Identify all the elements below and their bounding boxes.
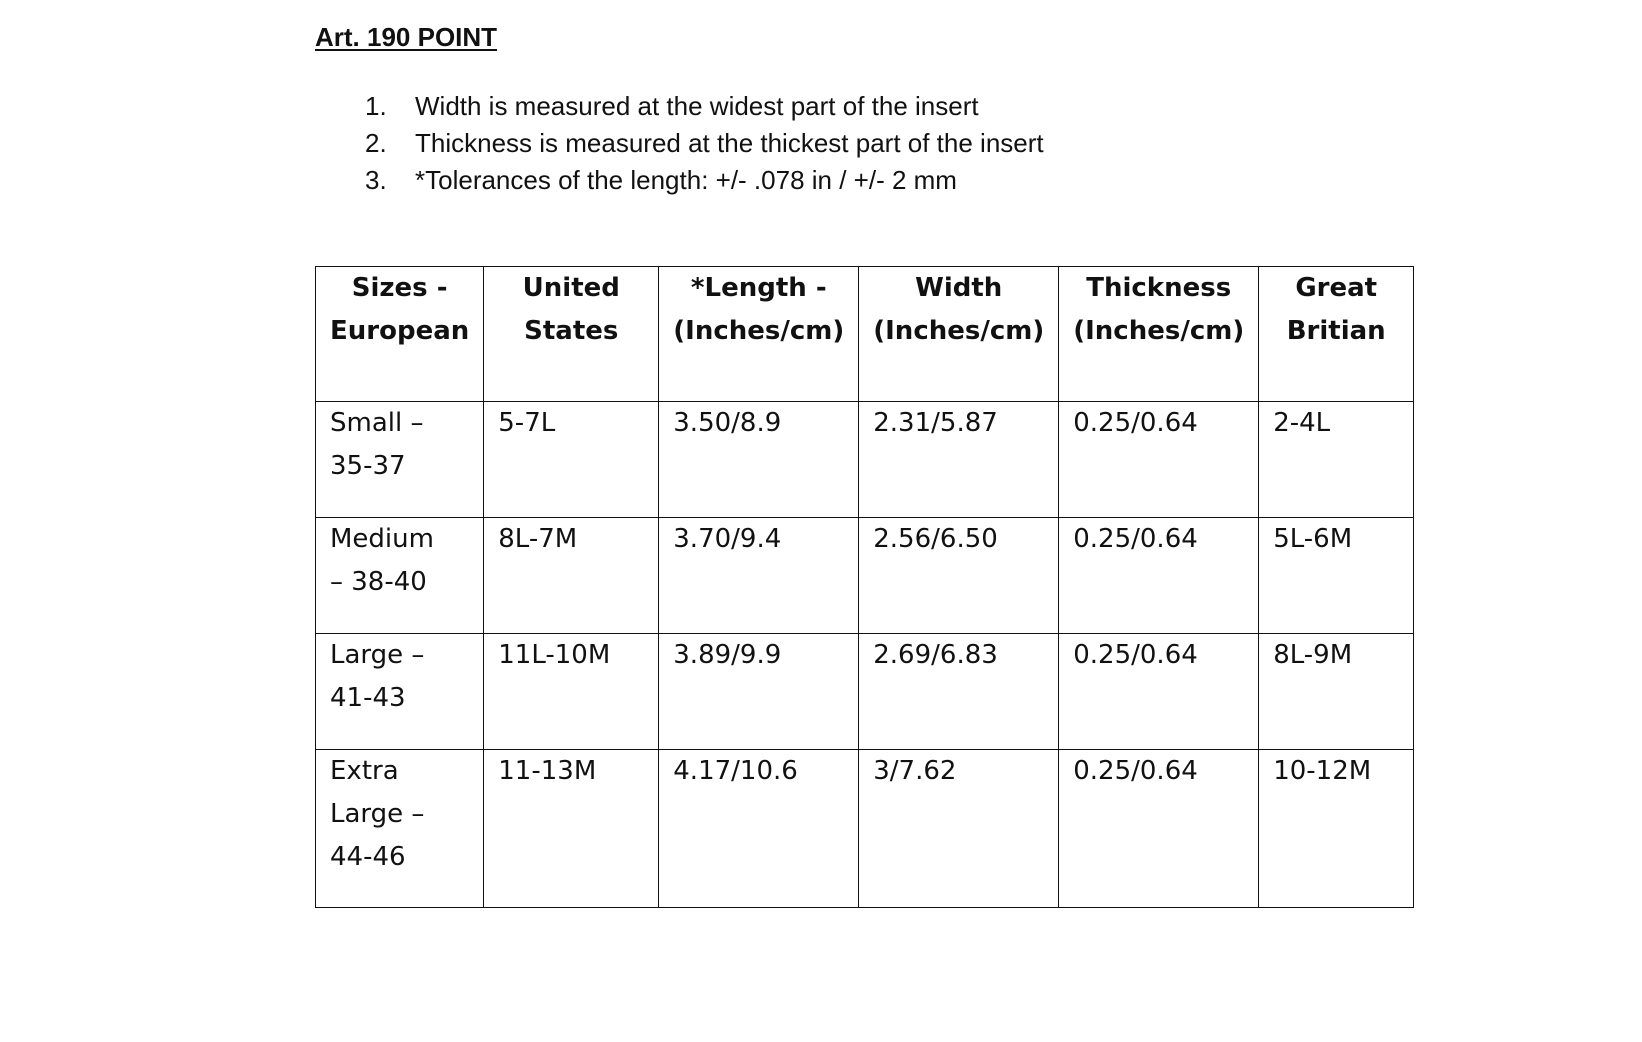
- header-label: Great Britian: [1286, 273, 1386, 346]
- table-cell: [1259, 634, 1414, 750]
- table-row: [316, 402, 1414, 518]
- cell-text: 2.69/6.83: [873, 640, 998, 670]
- cell-text: 5L-6M: [1273, 524, 1353, 554]
- document-title: Art. 190 POINT: [315, 22, 498, 52]
- cell-text: 2.56/6.50: [873, 524, 998, 554]
- table-cell: [316, 750, 484, 908]
- table-cell: [859, 750, 1059, 908]
- header-width: [859, 267, 1059, 402]
- cell-text: 0.25/0.64: [1073, 640, 1198, 670]
- notes-list: [365, 88, 1044, 199]
- cell-text: Large – 41-43: [330, 640, 425, 713]
- table-cell: [1059, 634, 1259, 750]
- table-cell: [316, 634, 484, 750]
- header-label: Thickness (Inches/cm): [1073, 273, 1245, 346]
- cell-text: Small – 35-37: [330, 408, 424, 481]
- table-cell: [1259, 402, 1414, 518]
- note-text: *Tolerances of the length: +/- .078 in / +/- 2 mm: [415, 165, 957, 195]
- note-number: 3.: [365, 165, 387, 195]
- table-cell: [859, 402, 1059, 518]
- cell-text: 0.25/0.64: [1073, 756, 1198, 786]
- cell-text: 3.89/9.9: [673, 640, 782, 670]
- note-text: Thickness is measured at the thickest part of the insert: [415, 128, 1044, 158]
- size-table: [315, 266, 1414, 908]
- header-sizes-european: [316, 267, 484, 402]
- table-row: [316, 634, 1414, 750]
- header-label: United States: [522, 273, 620, 346]
- table-cell: [1059, 750, 1259, 908]
- table-cell: [859, 634, 1059, 750]
- note-item: [365, 125, 1044, 162]
- header-thickness: [1059, 267, 1259, 402]
- header-great-britain: [1259, 267, 1414, 402]
- cell-text: 5-7L: [498, 408, 556, 438]
- cell-text: 3.70/9.4: [673, 524, 782, 554]
- table-cell: [484, 518, 659, 634]
- header-label: *Length - (Inches/cm): [673, 273, 845, 346]
- header-length: [659, 267, 859, 402]
- table-cell: [1059, 402, 1259, 518]
- table-cell: [484, 750, 659, 908]
- note-number: 2.: [365, 128, 387, 158]
- table-row: [316, 750, 1414, 908]
- table-cell: [659, 518, 859, 634]
- table-cell: [316, 402, 484, 518]
- table-cell: [1259, 750, 1414, 908]
- cell-text: Extra Large – 44-46: [330, 756, 425, 872]
- cell-text: 11-13M: [498, 756, 597, 786]
- table-cell: [316, 518, 484, 634]
- cell-text: 10-12M: [1273, 756, 1372, 786]
- table-header-row: [316, 267, 1414, 402]
- cell-text: 11L-10M: [498, 640, 611, 670]
- note-number: 1.: [365, 91, 387, 121]
- cell-text: Medium – 38-40: [330, 524, 434, 597]
- note-item: [365, 88, 1044, 125]
- table-cell: [1259, 518, 1414, 634]
- cell-text: 3.50/8.9: [673, 408, 782, 438]
- note-item: [365, 162, 1044, 199]
- cell-text: 4.17/10.6: [673, 756, 798, 786]
- table-cell: [484, 634, 659, 750]
- cell-text: 3/7.62: [873, 756, 957, 786]
- table-cell: [659, 402, 859, 518]
- header-label: Width (Inches/cm): [873, 273, 1045, 346]
- table-cell: [1059, 518, 1259, 634]
- cell-text: 8L-9M: [1273, 640, 1353, 670]
- table-cell: [659, 634, 859, 750]
- header-label: Sizes - European: [330, 273, 470, 346]
- cell-text: 0.25/0.64: [1073, 524, 1198, 554]
- cell-text: 8L-7M: [498, 524, 578, 554]
- header-united-states: [484, 267, 659, 402]
- cell-text: 2-4L: [1273, 408, 1331, 438]
- table-row: [316, 518, 1414, 634]
- cell-text: 2.31/5.87: [873, 408, 998, 438]
- table-cell: [484, 402, 659, 518]
- table-cell: [659, 750, 859, 908]
- table-cell: [859, 518, 1059, 634]
- note-text: Width is measured at the widest part of the insert: [415, 91, 979, 121]
- cell-text: 0.25/0.64: [1073, 408, 1198, 438]
